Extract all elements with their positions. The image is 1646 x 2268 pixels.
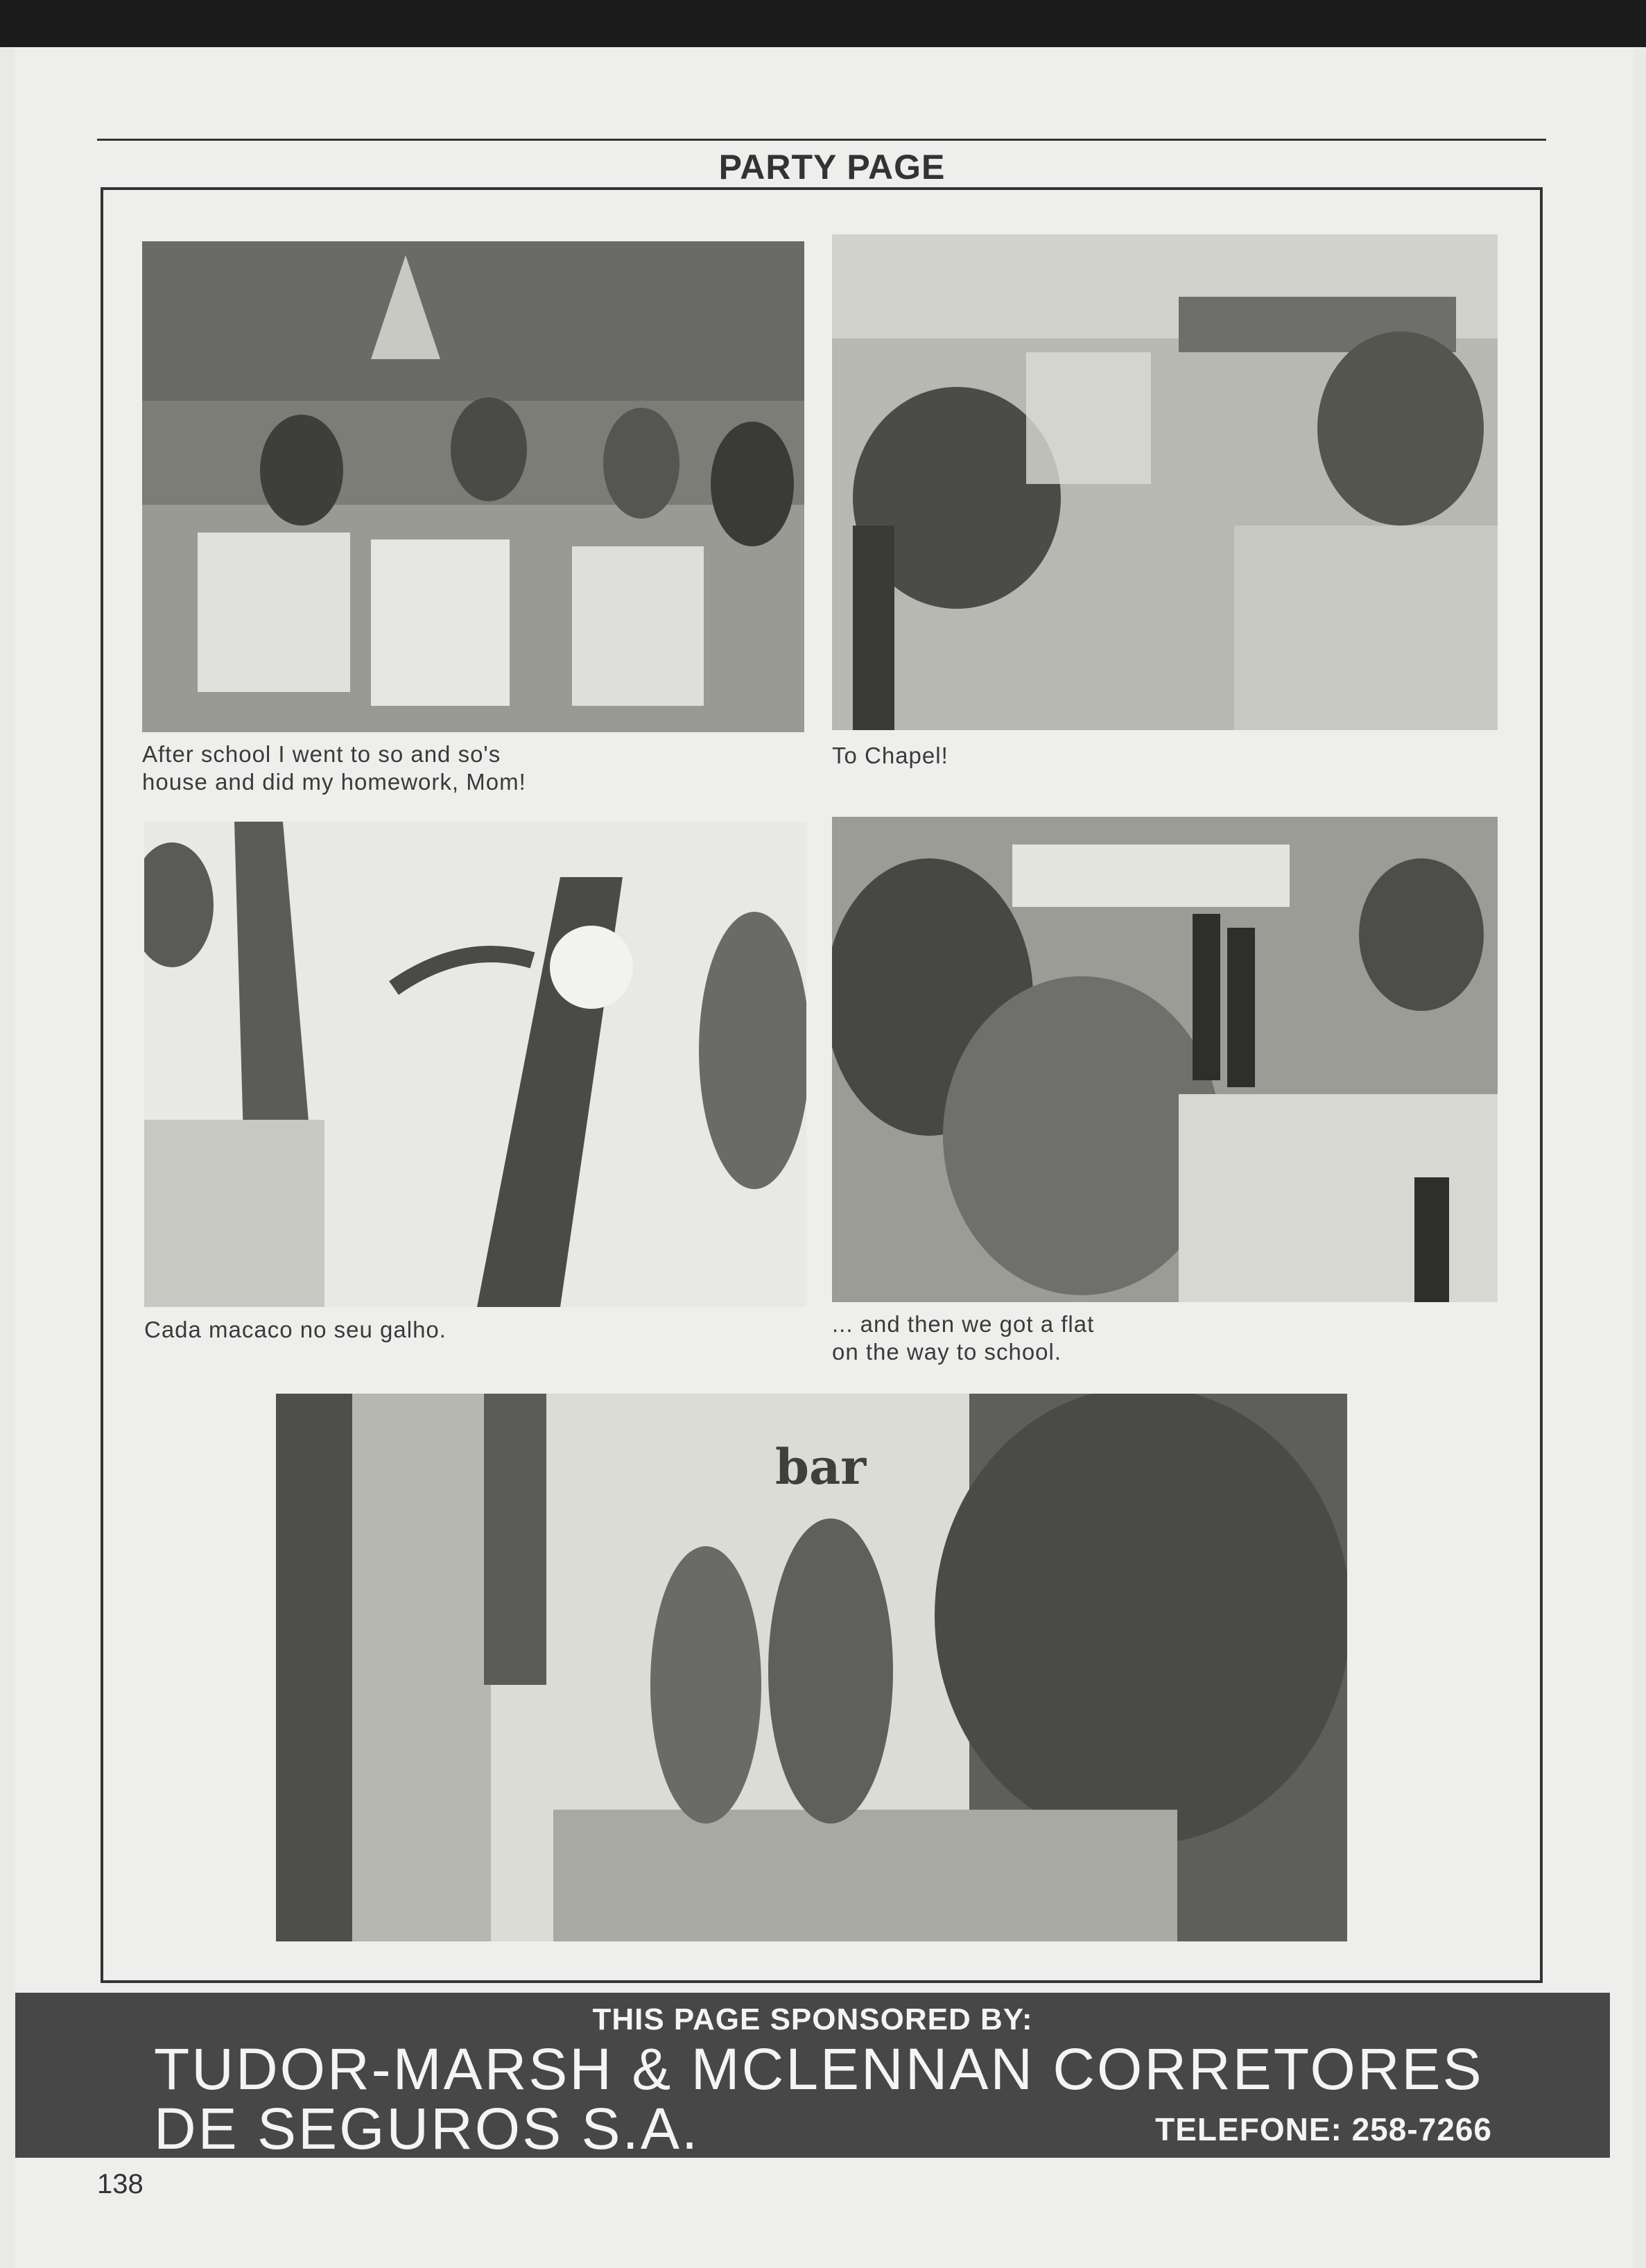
caption-tree: Cada macaco no seu galho. [144, 1317, 447, 1342]
sponsor-banner [15, 1993, 1610, 2161]
photo-toast [832, 234, 1498, 730]
photo-table-bottles [832, 817, 1498, 1302]
sponsor-label: THIS PAGE SPONSORED BY: [592, 2002, 1033, 2036]
sponsor-phone: TELEFONE: 258-7266 [1155, 2111, 1492, 2147]
photo-bar [276, 1394, 1347, 1941]
scan-top-edge [0, 0, 1646, 47]
caption-table-bottles: ... and then we got a flat on the way to school. [832, 1311, 1095, 1365]
sponsor-name-line2: DE SEGUROS S.A. [154, 2096, 700, 2161]
sponsor-name-line1: TUDOR-MARSH & MCLENNAN CORRETORES [154, 2036, 1484, 2102]
header-rule [97, 139, 1546, 141]
bar-sign-text: bar [775, 1438, 867, 1496]
page-number: 138 [97, 2169, 144, 2199]
caption-toast: To Chapel! [832, 743, 948, 768]
caption-cafe-table: After school I went to so and so's house and did my homework, Mom! [142, 741, 526, 795]
page-title: PARTY PAGE [718, 148, 946, 187]
photo-tree [144, 822, 806, 1307]
photo-cafe-table [142, 241, 804, 732]
